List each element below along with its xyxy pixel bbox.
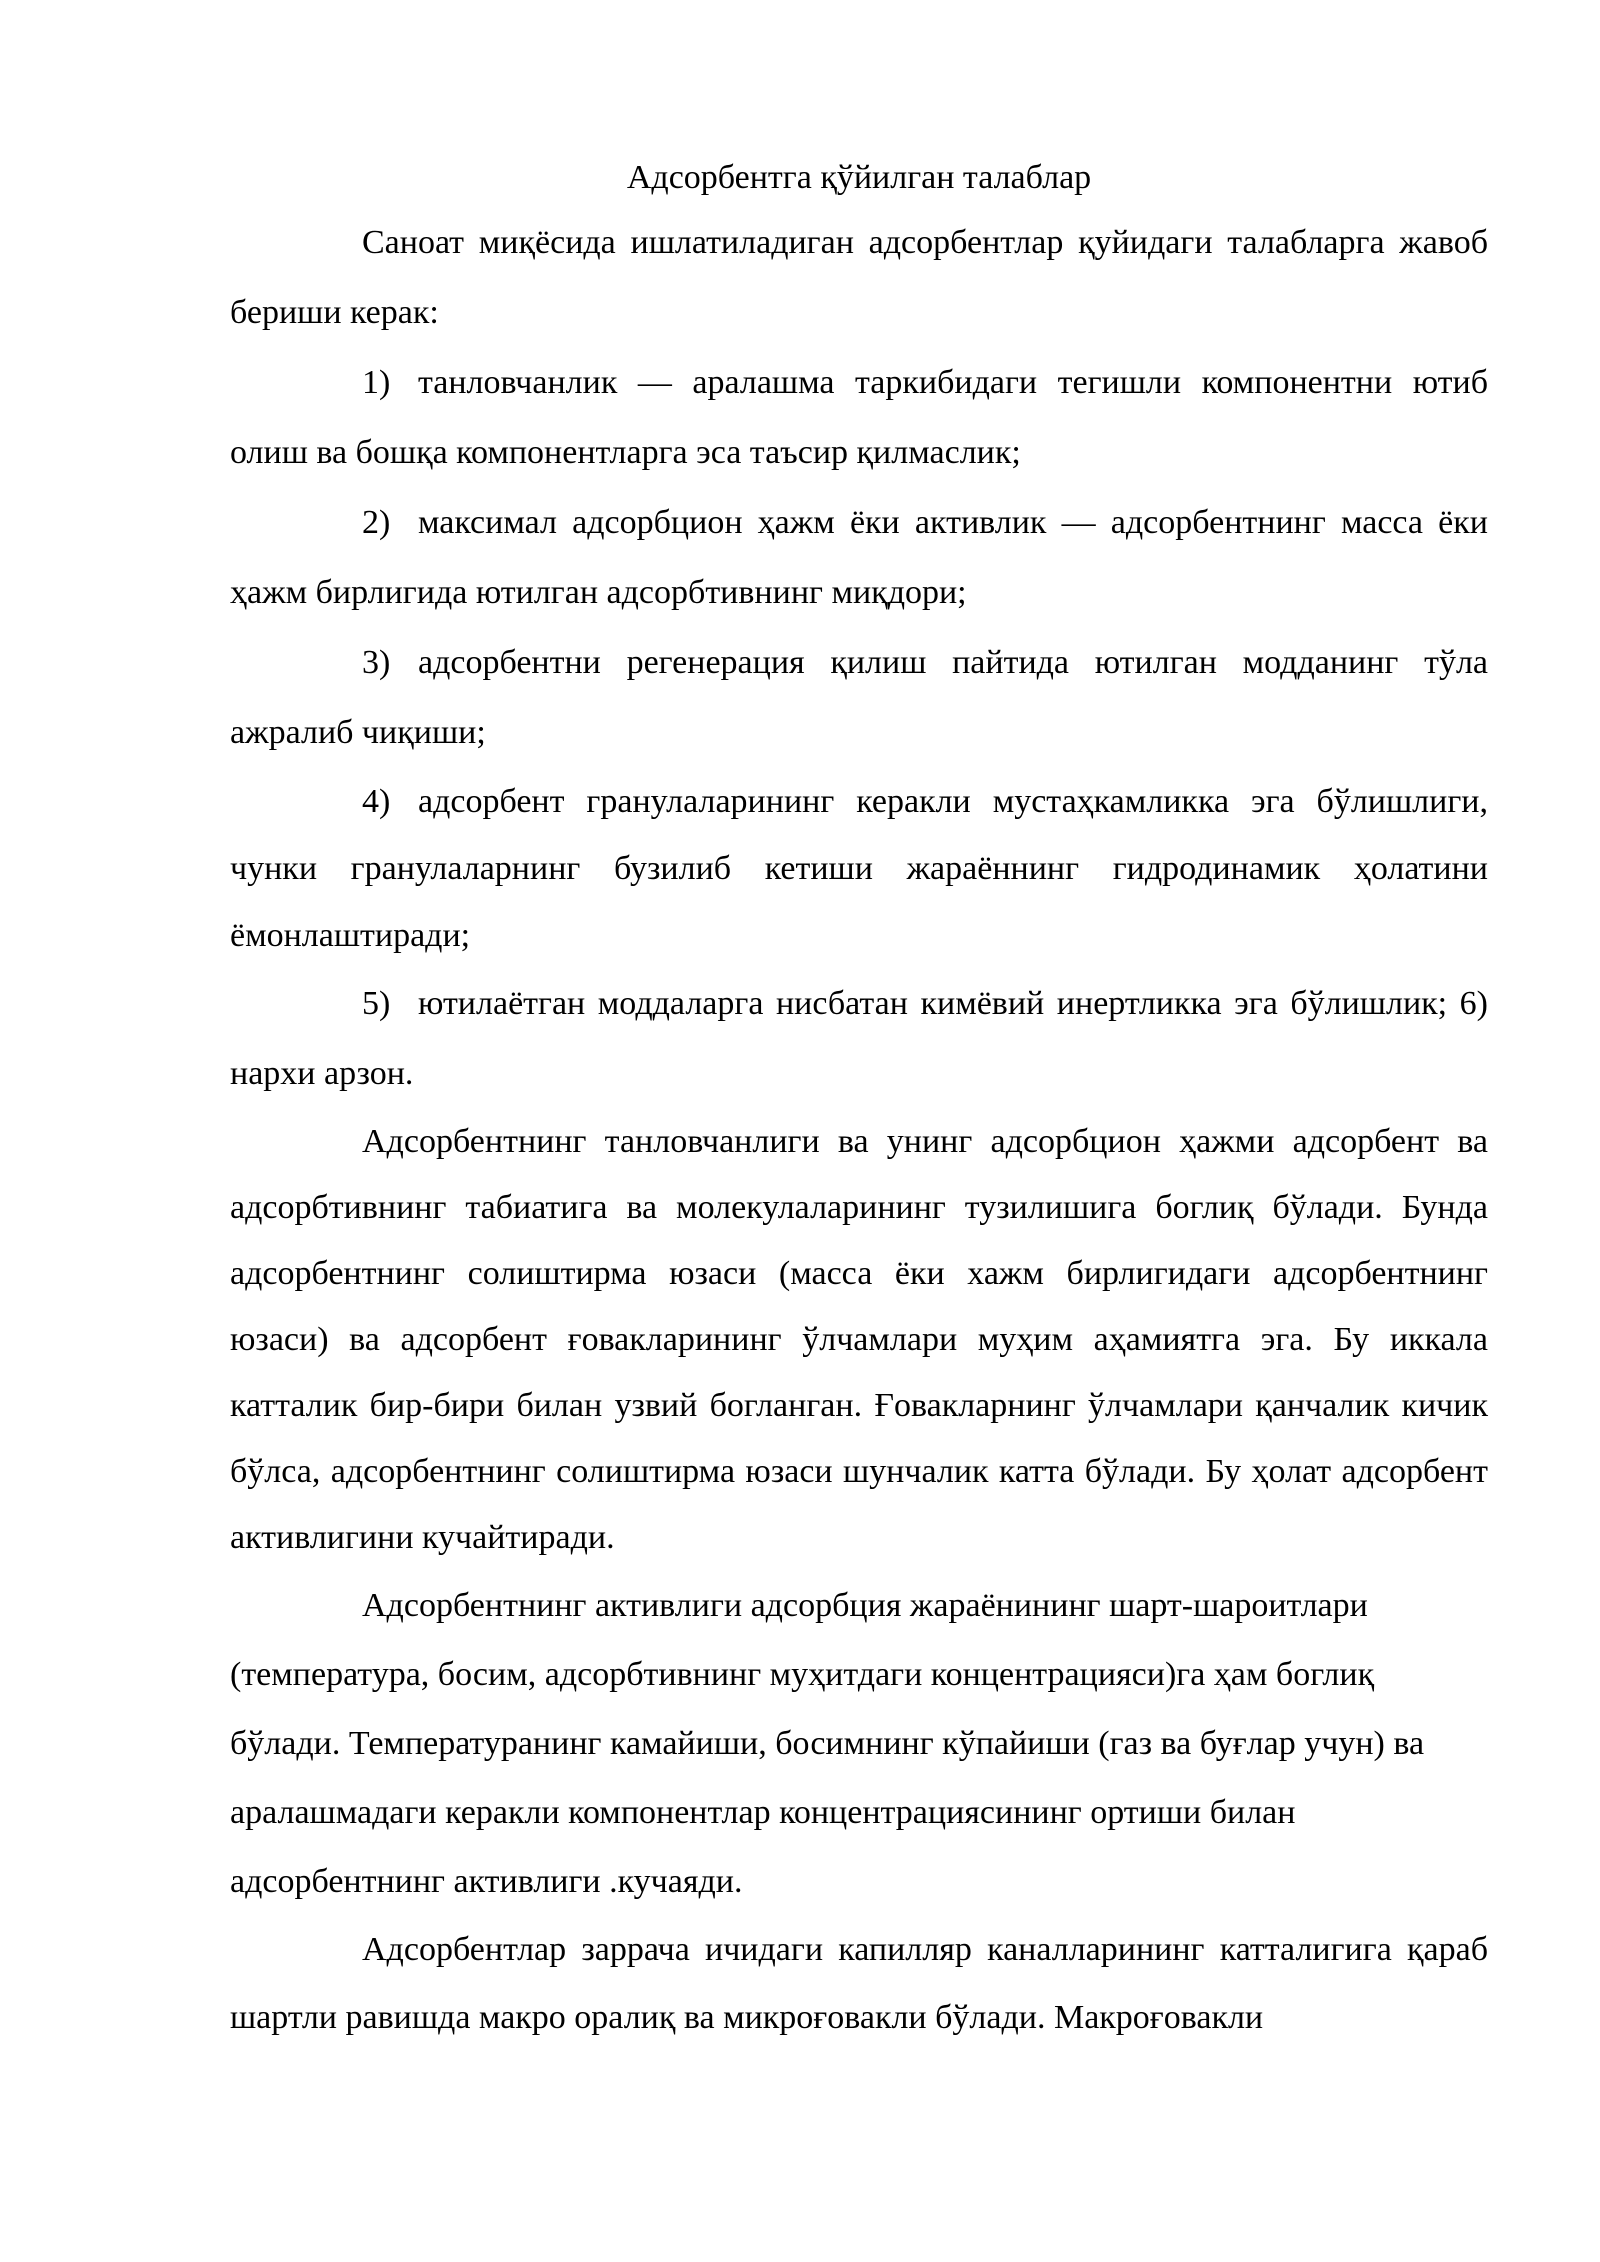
requirement-number: 5)	[362, 985, 391, 1022]
pores-paragraph: Адсорбентлар заррача ичидаги капилляр каналларининг катталигига қараб шартли равишда макро оралиқ ва микроғовакли бўлади. Макроғовакли	[230, 1931, 1488, 2036]
document-body	[230, 148, 1488, 2052]
requirement-item-5	[230, 969, 1488, 1109]
requirement-number: 2)	[362, 504, 391, 541]
requirement-text: танловчанлик — аралашма таркибидаги тегишли компонентни ютиб олиш ва бошқа компонентларга эса таъсир қилмаслик;	[230, 364, 1488, 471]
requirement-item-4	[230, 768, 1488, 969]
requirement-item-1	[230, 348, 1488, 488]
requirement-number: 1)	[362, 364, 391, 401]
requirement-text: адсорбент гранулаларининг керакли мустаҳкамликка эга бўлишлиги, чунки гранулаларнинг бузилиб кетиши жараённинг гидродинамик ҳолатини ёмонлаштиради;	[230, 783, 1488, 954]
requirement-item-3	[230, 628, 1488, 768]
document-title: Адсорбентга қўйилган талаблар	[626, 159, 1092, 196]
requirement-number: 4)	[362, 783, 391, 820]
intro-paragraph: Саноат миқёсида ишлатиладиган адсорбентлар қуйидаги талабларга жавоб бериши керак:	[230, 224, 1488, 331]
activity-paragraph: Адсорбентнинг активлиги адсорбция жараёнининг шарт-шароитлари (температура, босим, адсорбтивнинг муҳитдаги концентрацияси)га ҳам боглиқ бўлади. Температуранинг камайиши, босимнинг кўпайиши (газ ва буғлар учун) ва аралашмадаги керакли компонентлар концентрациясининг ортиши билан адсорбентнинг активлиги .кучаяди.	[230, 1587, 1425, 1900]
requirement-item-2	[230, 488, 1488, 628]
requirement-text: максимал адсорбцион ҳажм ёки активлик — адсорбентнинг масса ёки ҳажм бирлигида ютилган адсорбтивнинг миқдори;	[230, 504, 1488, 611]
requirement-text: ютилаётган моддаларга нисбатан кимёвий инертликка эга бўлишлик; 6) нархи арзон.	[230, 985, 1488, 1092]
requirement-text: адсорбентни регенерация қилиш пайтида ютилган модданинг тўла ажралиб чиқиши;	[230, 644, 1488, 751]
selectivity-paragraph: Адсорбентнинг танловчанлиги ва унинг адсорбцион ҳажми адсорбент ва адсорбтивнинг табиатига ва молекулаларининг тузилишига боглиқ бўлади. Бунда адсорбентнинг солиштирма юзаси (масса ёки хажм бирлигидаги адсорбентнинг юзаси) ва адсорбент ғовакларининг ўлчамлари муҳим аҳамиятга эга. Бу иккала катталик бир-бири билан узвий богланган. Ғовакларнинг ўлчамлари қанчалик кичик бўлса, адсорбентнинг солиштирма юзаси шунчалик катта бўлади. Бу ҳолат адсорбент активлигини кучайтиради.	[230, 1123, 1488, 1556]
requirement-number: 3)	[362, 644, 391, 681]
